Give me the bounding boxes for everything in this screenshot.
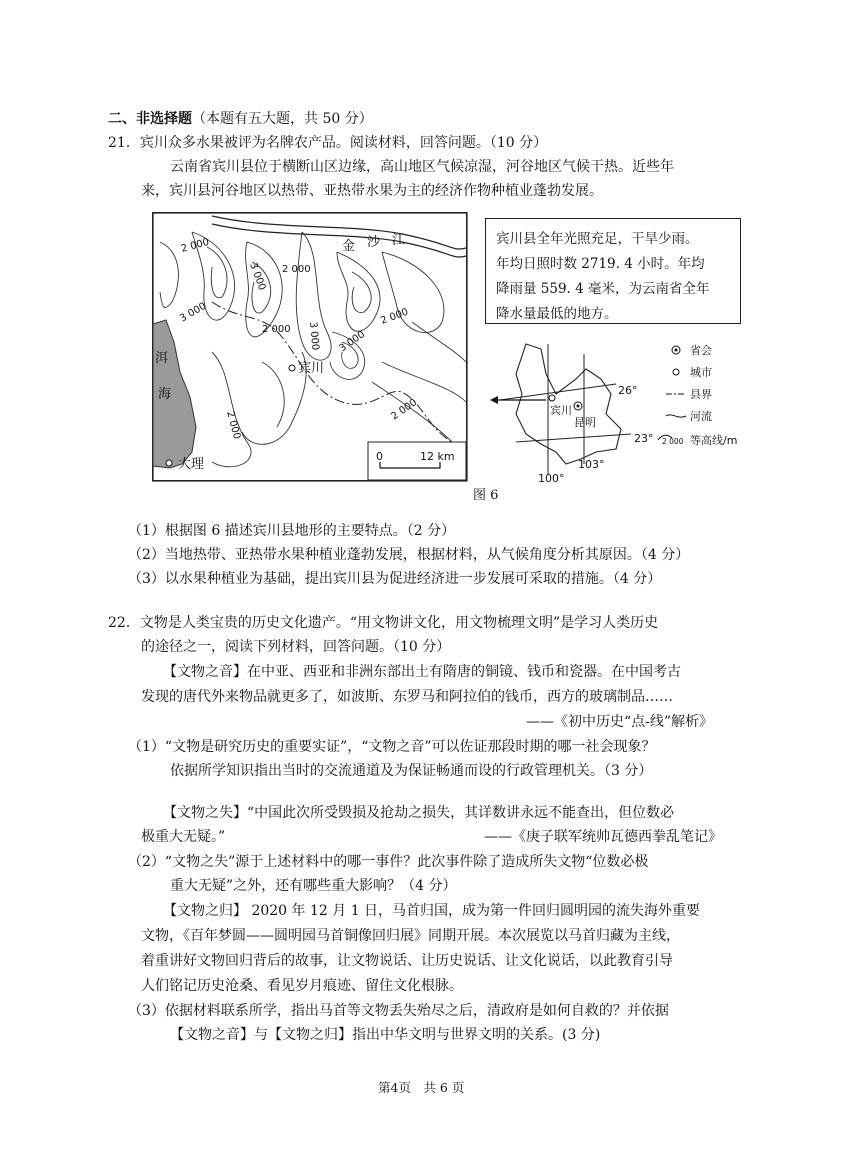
q22-m2-line2: 极重大无疑。” [141, 829, 226, 845]
city-label-dali: 大理 [178, 457, 205, 472]
inset-binchuan-label: 宾川 [550, 404, 572, 417]
county-label: 宾川 [298, 361, 325, 376]
q22-stem-line1 [108, 612, 658, 634]
inset-lat26: 26° [618, 384, 638, 397]
q22-sub2-line2: 重大无疑”之外，还有哪些重大影响？（4 分） [170, 878, 457, 894]
q22-m2-line1: 【文物之失】“中国此次所受毁损及抢劫之损失，其详数讲永远不能查出，但位数必 [163, 805, 675, 821]
section-title: 二、非选择题 [108, 111, 192, 127]
legend-river-icon [666, 415, 686, 417]
contour-label: 2 000 [224, 409, 243, 441]
q22-m1-source: ——《初中历史“点-线”解析》 [526, 714, 714, 730]
q21-number: 21． [108, 135, 140, 151]
q22-sub2-line1: （2）“文物之失”源于上述材料中的哪一事件？此次事件除了造成所失文物“位数必极 [128, 854, 649, 870]
q22-m3-line2: 文物，《百年梦圆——圆明园马首铜像回归展》同期开展。本次展览以马首归藏为主线， [141, 928, 680, 944]
legend-contour: 等高线/m [690, 434, 738, 447]
contour-label: 2 000 [282, 264, 311, 275]
q22-m3-line4: 人们铭记历史沧桑、看见岁月痕迹、留住文化根脉。 [141, 978, 463, 994]
inset-lon103: 103° [578, 458, 605, 471]
q22-stem-line2: 的途径之一，阅读下列材料，回答问题。（10 分） [141, 639, 451, 655]
legend-contour-value: 2 000 [662, 437, 684, 446]
contour-label: 2 000 [179, 236, 211, 255]
contour-label: 2 000 [262, 324, 291, 335]
county-marker [289, 365, 295, 371]
q22-m3-line1: 【文物之归】 2020 年 12 月 1 日，马首归国，成为第一件回归圆明园的流失海外重要 [163, 903, 701, 919]
contour-label: 3 000 [247, 261, 268, 292]
inset-kunming-label: 昆明 [574, 416, 596, 429]
topographic-map [152, 212, 468, 482]
q22-sub1-line1: （1）“文物是研究历史的重要实证”，“文物之音”可以佐证那段时期的哪一社会现象？ [128, 739, 656, 755]
legend-boundary: 县界 [690, 388, 712, 401]
dali-marker [166, 460, 172, 466]
contour-label: 2 000 [389, 397, 420, 423]
contour-label: 3 000 [178, 300, 209, 325]
q21-stem [108, 132, 547, 154]
q22-m3-line3: 着重讲好文物回归背后的故事，让文物说话、让历史说话、让文化说话，以此教育引导 [141, 953, 673, 969]
river-label: 金 [342, 239, 356, 254]
q22-number: 22． [108, 615, 140, 631]
info-line1: 宾川县全年光照充足，干旱少雨。 [496, 231, 699, 247]
q21-stem-text: 宾川众多水果被评为名牌农产品。阅读材料，回答问题。（10 分） [139, 135, 548, 151]
legend-capital: 省会 [690, 344, 712, 357]
scale-zero: 0 [376, 450, 383, 463]
info-line4: 降水量最低的地方。 [496, 306, 618, 322]
river-label: 江 [392, 233, 406, 248]
legend-city-icon [673, 369, 679, 375]
q22-m2-source: ——《庚子联军统帅瓦德西拳乱笔记》 [484, 829, 722, 845]
q21-material-line1: 云南省宾川县位于横断山区边缘，高山地区气候凉湿，河谷地区气候干热。近些年 [170, 159, 674, 175]
inset-lat23: 23° [634, 432, 654, 445]
section-header [108, 108, 373, 130]
q22-sub1-line2: 依据所学知识指出当时的交流通道及为保证畅通而设的行政管理机关。（3 分） [170, 763, 653, 779]
contour-label: 2 000 [379, 306, 410, 327]
q22-sub3-line1: （3）依据材料联系所学，指出马首等文物丢失殆尽之后，清政府是如何自救的？并依据 [128, 1003, 669, 1019]
figure-caption: 图 6 [473, 488, 499, 503]
page-footer: 第4页 共 6 页 [378, 1080, 465, 1095]
q22-m1-line2: 发现的唐代外来物品就更多了，如波斯、东罗马和阿拉伯的钱币，西方的玻璃制品…… [141, 689, 673, 705]
legend-river: 河流 [690, 410, 712, 423]
q21-sub3: （3）以水果种植业为基础，提出宾川县为促进经济进一步发展可采取的措施。（4 分） [128, 571, 662, 587]
lake-label: 海 [158, 387, 172, 402]
contour-label: 3 000 [307, 321, 321, 351]
lake-label: 洱 [155, 351, 169, 366]
q22-stem-text: 文物是人类宝贵的历史文化遗产。“用文物讲文化，用文物梳理文明”是学习人类历史 [139, 615, 659, 631]
q21-sub1: （1）根据图 6 描述宾川县地形的主要特点。（2 分） [128, 523, 456, 539]
q21-sub2: （2）当地热带、亚热带水果种植业蓬勃发展，根据材料，从气候角度分析其原因。（4 分） [128, 547, 690, 563]
q22-m1-line1: 【文物之音】在中亚、西亚和非洲东部出土有隋唐的铜镜、钱币和瓷器。在中国考古 [163, 664, 681, 680]
inset-binchuan-marker [549, 395, 555, 401]
scale-length: 12 km [420, 450, 455, 463]
legend-city: 城市 [690, 366, 712, 379]
inset-location-map [486, 334, 776, 484]
inset-lon100: 100° [538, 472, 565, 484]
climate-info-box [485, 218, 741, 324]
contour-label: 3 000 [337, 329, 368, 355]
river-label: 沙 [367, 235, 381, 250]
q22-sub3-line2: 【文物之音】与【文物之归】指出中华文明与世界文明的关系。(3 分) [170, 1027, 601, 1043]
info-line3: 降雨量 559. 4 毫米，为云南省全年 [496, 281, 710, 297]
q21-material-line2: 来，宾川县河谷地区以热带、亚热带水果为主的经济作物种植业蓬勃发展。 [141, 183, 603, 199]
section-note: （本题有五大题，共 50 分） [192, 111, 373, 127]
info-line2: 年均日照时数 2719. 4 小时。年均 [496, 256, 705, 272]
